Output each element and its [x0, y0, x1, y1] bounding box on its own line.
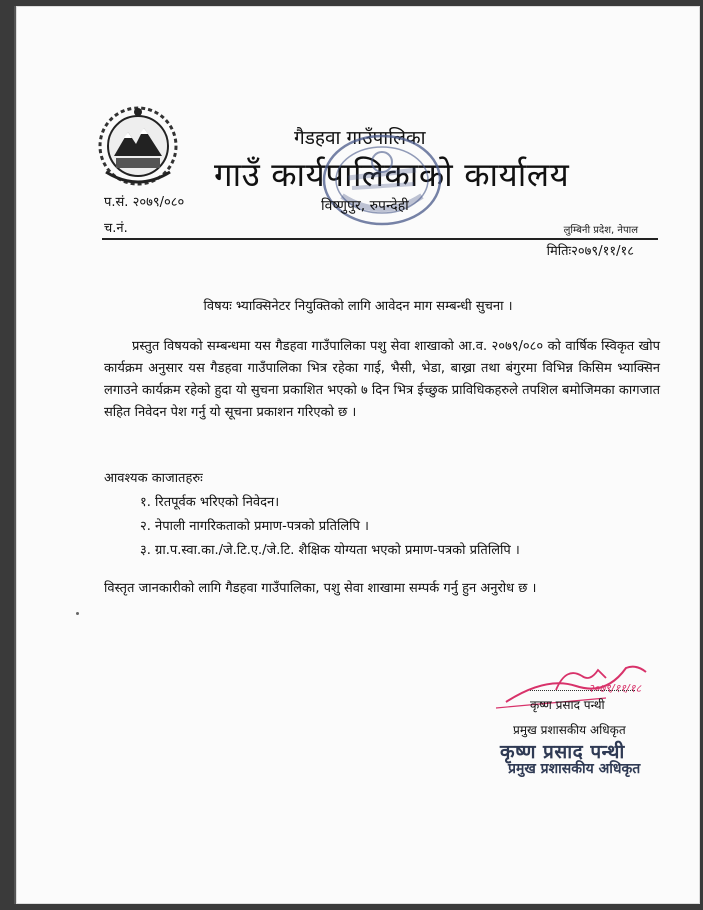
letter-page [14, 6, 700, 904]
requirement-item: २. नेपाली नागरिकताको प्रमाण-पत्रको प्रतिलिपि । [140, 519, 369, 534]
requirements-heading: आवश्यक काजातहरुः [104, 471, 203, 486]
nepal-emblem-icon [92, 102, 184, 188]
office-title: गाउँ कार्यपालिकाको कार्यालय [214, 155, 570, 194]
letter-subject: विषयः भ्याक्सिनेटर नियुक्तिको लागि आवेदन माग सम्बन्धी सुचना । [203, 299, 513, 314]
signature-line [530, 690, 635, 691]
signature-date: २०७९/११/१८ [588, 682, 642, 695]
office-seal-icon [302, 126, 462, 234]
province: लुम्बिनी प्रदेश, नेपाल [563, 225, 638, 236]
requirement-item: ३. ग्रा.प.स्वा.का./जे.टि.ए./जे.टि. शैक्षिक योग्यता भएको प्रमाण-पत्रको प्रतिलिपि । [140, 543, 520, 558]
requirement-item: १. रितपूर्वक भरिएको निवेदन। [140, 495, 280, 510]
stamp-title: प्रमुख प्रशासकीय अधिकृत [508, 761, 641, 777]
signatory-name: कृष्ण प्रसाद पन्थी [530, 698, 605, 712]
reference-number: प.सं. २०७९/०८० [104, 195, 185, 210]
header-divider [102, 238, 658, 240]
office-address: विष्णुपुर, रुपन्देही [321, 198, 409, 214]
scan-speck [76, 612, 79, 615]
contact-note: विस्तृत जानकारीको लागि गैडहवा गाउँपालिका, पशु सेवा शाखामा सम्पर्क गर्नु हुन अनुरोध छ । [104, 581, 537, 596]
stamp-name: कृष्ण प्रसाद पन्थी [500, 741, 625, 763]
dispatch-number: च.नं. [104, 221, 128, 236]
letter-date: मितिः२०७९/११/१८ [546, 244, 634, 259]
signatory-title: प्रमुख प्रशासकीय अधिकृत [513, 723, 626, 737]
letter-body: प्रस्तुत विषयको सम्बन्धमा यस गैडहवा गाउँपालिका पशु सेवा शाखाको आ.व. २०७९/०८० को वार्षिक स्विकृत खोप कार्यक्रम अनुसार यस गैडहवा गाउँपालिका भित्र रहेका गाई, भैसी, भेडा, बाख्रा तथा बंगुरमा विभिन्न किसिम भ्याक्सिन लगाउने कार्यक्रम रहेको हुदा यो सुचना प्रकाशित भएको ७ दिन भित्र ईच्छुक प्राविधिकहरुले तपशिल बमोजिमका कागजात सहित निवेदन पेश गर्नु यो सूचना प्रकाशन गरिएको छ । [104, 339, 660, 420]
office-name: गैडहवा गाउँपालिका [294, 127, 426, 149]
